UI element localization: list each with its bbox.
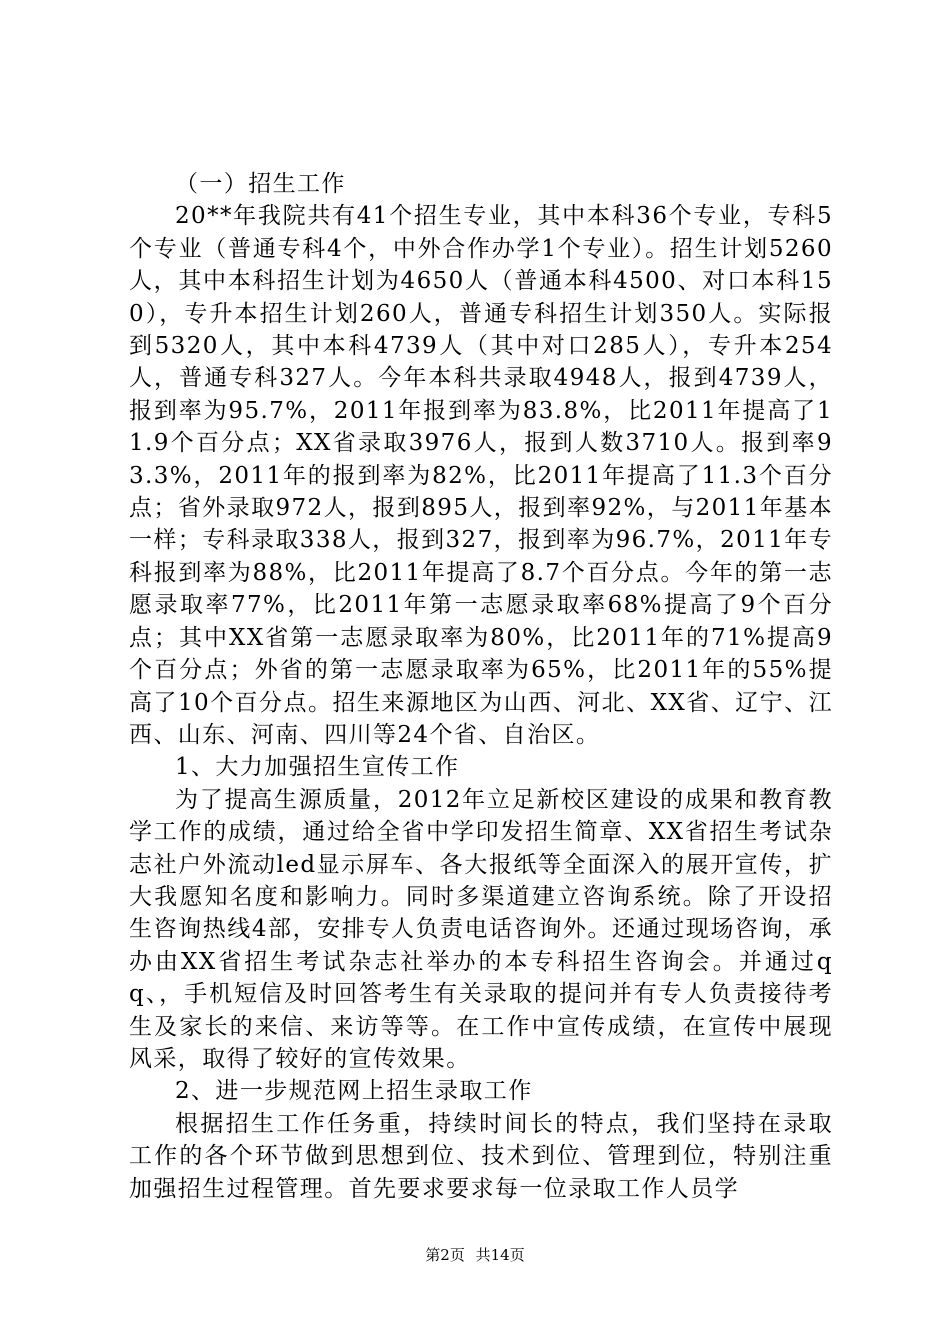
page-footer bbox=[0, 1244, 950, 1265]
section-heading-enrollment: （一）招生工作 bbox=[175, 171, 346, 197]
page-number: 第2页 bbox=[425, 1246, 465, 1264]
paragraph-online-admission: 根据招生工作任务重，持续时间长的特点，我们坚持在录取工作的各个环节做到思想到位、技术到位、管理到位，特别注重加强招生过程管理。首先要求要求每一位录取工作人员学 bbox=[129, 1110, 833, 1202]
document-body bbox=[129, 168, 833, 1205]
paragraph-publicity: 为了提高生源质量，2012年立足新校区建设的成果和教育教学工作的成绩，通过给全省中学印发招生简章、XX省招生考试杂志社户外流动led显示屏车、各大报纸等全面深入的展开宣传，扩大我愿知名度和影响力。同时多渠道建立咨询系统。除了开设招生咨询热线4部，安排专人负责电话咨询外。还通过现场咨询，承办由XX省招生考试杂志社举办的本专科招生咨询会。并通过qq、，手机短信及时回答考生有关录取的提问并有专人负责接待考生及家长的来信、来访等等。在工作中宣传成绩，在宣传中展现风采，取得了较好的宣传效果。 bbox=[129, 786, 833, 1072]
paragraph-enrollment-statistics: 20**年我院共有41个招生专业，其中本科36个专业，专科5个专业（普通专科4个，中外合作办学1个专业）。招生计划5260人，其中本科招生计划为4650人（普通本科4500、对口本科150），专升本招生计划260人，普通专科招生计划350人。实际报到5320人，其中本科4739人（其中对口285人），专升本254人，普通专科327人。今年本科共录取4948人，报到4739人，报到率为95.7%，2011年报到率为83.8%，比2011年提高了11.9个百分点；XX省录取3976人，报到人数3710人。报到率93.3%，2011年的报到率为82%，比2011年提高了11.3个百分点；省外录取972人，报到895人，报到率92%，与2011年基本一样；专科录取338人，报到327，报到率为96.7%，2011年专科报到率为88%，比2011年提高了8.7个百分点。今年的第一志愿录取率77%，比2011年第一志愿录取率68%提高了9个百分点；其中XX省第一志愿录取率为80%，比2011年的71%提高9个百分点；外省的第一志愿录取率为65%，比2011年的55%提高了10个百分点。招生来源地区为山西、河北、XX省、辽宁、江西、山东、河南、四川等24个省、自治区。 bbox=[129, 203, 833, 748]
section-heading-publicity: 1、大力加强招生宣传工作 bbox=[175, 754, 460, 781]
section-heading-online-admission: 2、进一步规范网上招生录取工作 bbox=[175, 1078, 533, 1105]
page-total: 共14页 bbox=[475, 1246, 525, 1264]
